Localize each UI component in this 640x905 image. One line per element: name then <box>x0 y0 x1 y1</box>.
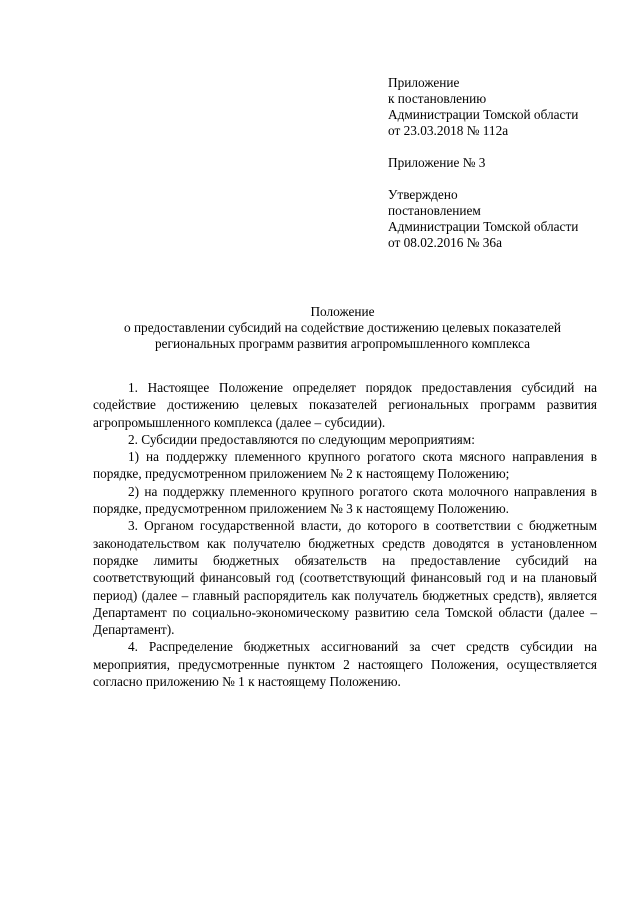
paragraph-2: 2. Субсидии предоставляются по следующим мероприятиям: <box>128 431 475 447</box>
spacer <box>388 171 628 187</box>
approved-date-number: от 08.02.2016 № 36а <box>388 235 502 250</box>
document-title <box>60 304 625 352</box>
document-body <box>93 379 597 690</box>
paragraph-2-item-2: 2) на поддержку племенного крупного рогатого скота молочного направления в порядке, предусмотренном приложением № 3 к настоящему Положению. <box>93 483 597 517</box>
paragraph-2-item-1: 1) на поддержку племенного крупного рогатого скота мясного направления в порядке, предусмотренном приложением № 2 к настоящему Положению; <box>93 449 597 482</box>
title-line-1: о предоставлении субсидий на содействие достижению целевых показателей <box>123 320 562 335</box>
title-line-2: региональных программ развития агропромышленного комплекса <box>154 336 530 351</box>
paragraph-1: 1. Настоящее Положение определяет порядок предоставления субсидий на содействие достижению целевых показателей региональных программ развития агропромышленного комплекса (далее – субсидии). <box>93 380 597 430</box>
approved-by-resolution: постановлением <box>388 203 481 218</box>
appendix-label: Приложение <box>388 75 460 90</box>
appendix-to-resolution: к постановлению <box>388 91 487 106</box>
appendix-date-number: от 23.03.2018 № 112а <box>388 123 509 138</box>
appendix-administration: Администрации Томской области <box>388 107 579 122</box>
spacer <box>388 139 628 155</box>
approved-administration: Администрации Томской области <box>388 219 579 234</box>
title-heading: Положение <box>310 304 375 319</box>
paragraph-3: 3. Органом государственной власти, до которого в соответствии с бюджетным законодательством как получателю бюджетных средств доводятся в установленном порядке лимиты бюджетных обязательств на предоставление субсидий на соответствующий финансовый год (соответствующий финансовый год и на плановый период) (далее – главный распорядитель как получатель бюджетных средств), является Департамент по социально-экономическому развитию села Томской области (далее – Департамент). <box>93 518 597 638</box>
approved-label: Утверждено <box>388 187 458 202</box>
appendix-number: Приложение № 3 <box>388 155 486 170</box>
paragraph-4: 4. Распределение бюджетных ассигнований за счет средств субсидии на мероприятия, предусмотренные пунктом 2 настоящего Положения, осуществляется согласно приложению № 1 к настоящему Положению. <box>93 639 597 690</box>
approval-block <box>388 75 628 251</box>
